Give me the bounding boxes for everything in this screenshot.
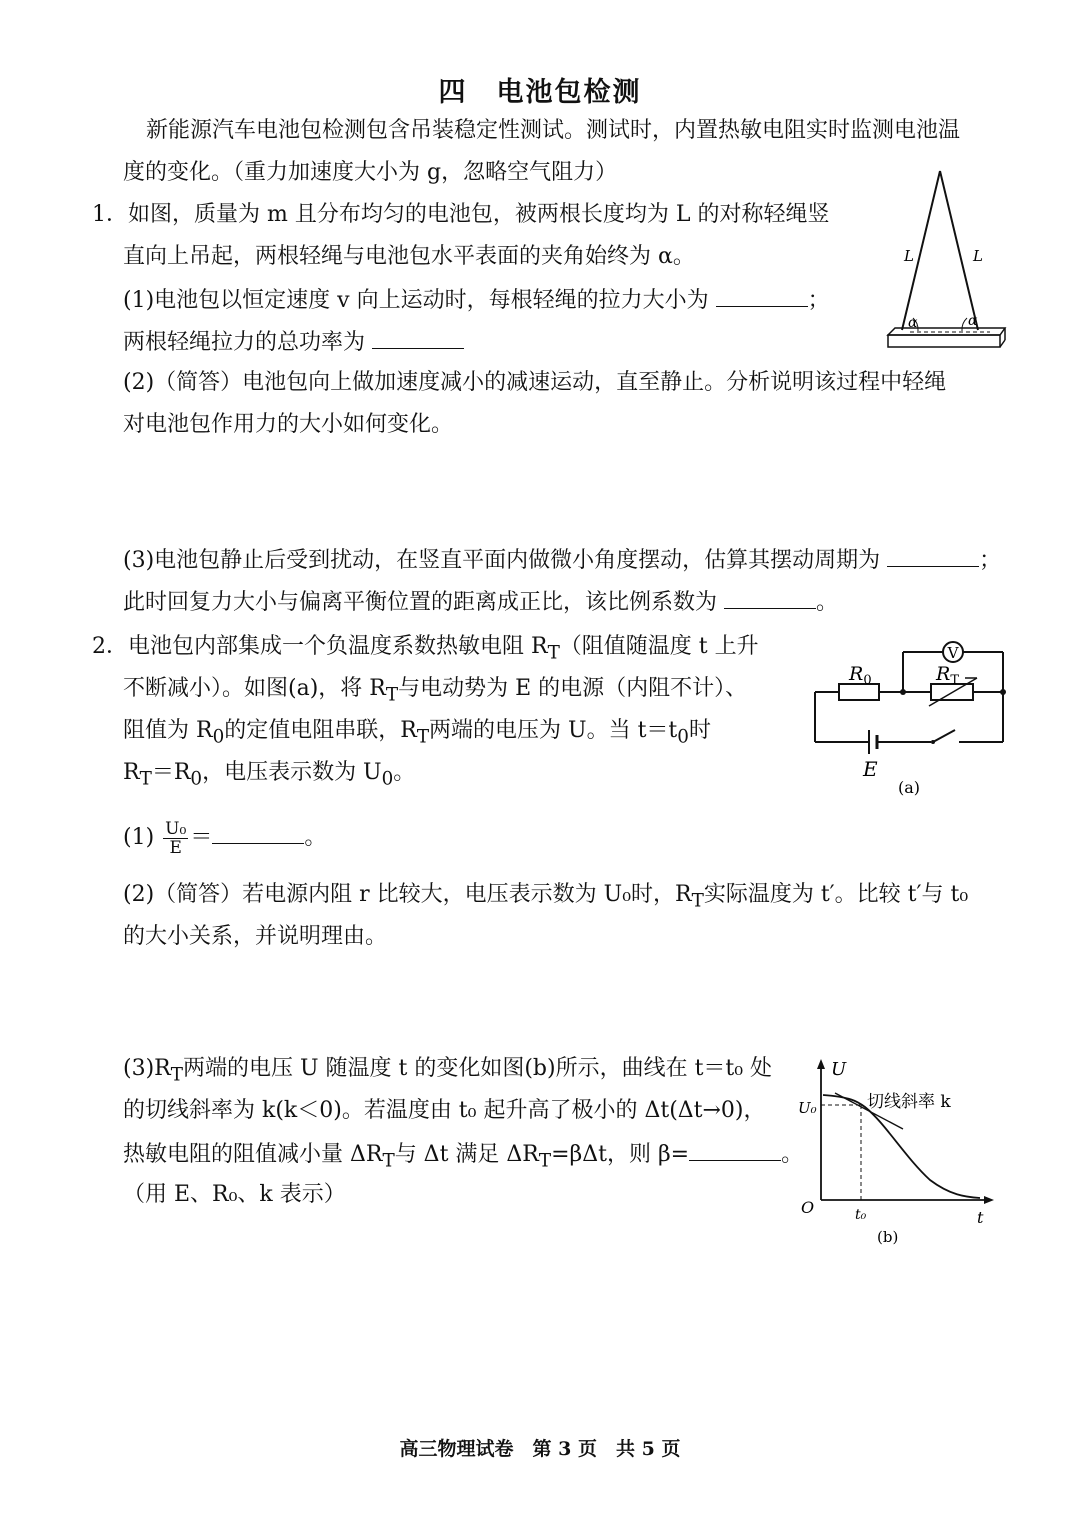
q2-part1-equals: ＝ xyxy=(190,825,213,850)
q2-figure-a-label-r0: $R_0$ xyxy=(849,663,872,688)
intro-line-2: 度的变化。（重力加速度大小为 g，忽略空气阻力） xyxy=(123,160,618,185)
q2-stem-3-sub0: 0 xyxy=(212,726,225,748)
q2-stem-4-sub0b: 0 xyxy=(381,768,394,790)
q2-figure-b-label-t: t xyxy=(977,1208,984,1227)
q2-stem-4-text: R xyxy=(123,760,140,785)
q1-figure-label-alpha-left: α xyxy=(908,315,918,331)
q2-part1 xyxy=(123,818,326,858)
q1-figure-suspension xyxy=(880,165,1020,360)
q1-part1-line1 xyxy=(123,284,830,316)
q2-stem-2-sub: T xyxy=(385,684,399,706)
q1-part2-line2: 对电池包作用力的大小如何变化。 xyxy=(123,412,454,437)
q2-figure-a-label-v: V xyxy=(947,644,959,662)
q1-stem-2: 直向上吊起，两根轻绳与电池包水平表面的夹角始终为 α。 xyxy=(123,244,695,269)
q2-part2-text-b: 实际温度为 t′。比较 t′与 t₀ xyxy=(703,882,969,907)
q2-stem-2-text: 不断减小）。如图(a)，将 R xyxy=(123,676,386,701)
q2-part3c-subT: T xyxy=(382,1150,395,1172)
q2-figure-b-graph xyxy=(795,1055,995,1250)
q2-figure-a-label-rt: $R_T$ xyxy=(936,663,959,688)
q2-part3-line4: （用 E、R₀、k 表示） xyxy=(123,1182,346,1207)
q2-stem-3-text: 阻值为 R xyxy=(123,718,213,743)
q2-stem-3-text-c: 两端的电压为 U。当 t＝t xyxy=(429,718,678,743)
q2-stem-3-text-b: 的定值电阻串联，R xyxy=(224,718,417,743)
q1-part1-line2 xyxy=(123,326,464,358)
q2-stem-4-subT: T xyxy=(139,768,152,790)
q2-part3c-subT2: T xyxy=(538,1150,552,1172)
q2-part3-text: (3)R xyxy=(123,1056,171,1081)
q2-stem-1 xyxy=(92,632,759,668)
q2-figure-a-circuit xyxy=(805,630,1015,805)
q2-figure-b-label-t0: t₀ xyxy=(855,1207,867,1223)
q2-stem-3-sub0b: 0 xyxy=(677,726,689,748)
q2-part2-text: (2)（简答）若电源内阻 r 比较大，电压表示数为 U₀时，R xyxy=(123,882,692,907)
q2-part3-blank-beta[interactable] xyxy=(689,1138,781,1161)
q1-part3b-text: 此时回复力大小与偏离平衡位置的距离成正比，该比例系数为 xyxy=(123,590,718,615)
q1-part3-text: (3)电池包静止后受到扰动，在竖直平面内做微小角度摆动，估算其摆动周期为 xyxy=(123,548,881,573)
q2-stem-2 xyxy=(123,674,747,710)
q2-part1-blank-ratio[interactable] xyxy=(212,821,304,844)
q1-part1-blank-power[interactable] xyxy=(372,326,464,349)
q2-part3c-end: 。 xyxy=(781,1142,804,1167)
q2-part1-end: 。 xyxy=(304,825,327,850)
q1-figure-label-L-left: L xyxy=(904,247,914,265)
q2-part3-line2: 的切线斜率为 k(k＜0)。若温度由 t₀ 起升高了极小的 Δt(Δt→0)， xyxy=(123,1098,766,1123)
q1-figure-label-alpha-right: α xyxy=(968,313,978,329)
q1-part3-line2 xyxy=(123,586,838,618)
q1-part3-blank-period[interactable] xyxy=(887,544,979,567)
q1-part1-blank-tension[interactable] xyxy=(716,284,808,307)
q1-part3-blank-coefficient[interactable] xyxy=(724,586,816,609)
q2-stem-4-text-d: 。 xyxy=(393,760,416,785)
q2-stem-4-text-c: ，电压表示数为 U xyxy=(202,760,382,785)
q2-figure-a-caption: (a) xyxy=(898,778,921,797)
q2-stem-4-text-b: ＝R xyxy=(151,760,191,785)
q2-stem-4 xyxy=(123,758,415,794)
section-title: 四 电池包检测 xyxy=(438,77,642,108)
q2-stem-3-subT: T xyxy=(416,726,430,748)
q2-part3c-text-c: =βΔt，则 β= xyxy=(551,1142,690,1167)
q2-stem-4-sub0: 0 xyxy=(190,768,203,790)
q2-part3-line3 xyxy=(123,1138,803,1176)
q2-figure-a-label-e: E xyxy=(863,757,878,781)
q2-figure-b-label-u0: U₀ xyxy=(798,1099,817,1117)
q1-part1-text: (1)电池包以恒定速度 v 向上运动时，每根轻绳的拉力大小为 xyxy=(123,288,709,313)
q2-part3-text-b: 两端的电压 U 随温度 t 的变化如图(b)所示，曲线在 t＝t₀ 处 xyxy=(182,1056,773,1081)
q2-part1-numerator: U₀ xyxy=(165,818,187,839)
intro-line-1: 新能源汽车电池包检测包含吊装稳定性测试。测试时，内置热敏电阻实时监测电池温 xyxy=(146,118,961,143)
q2-part2-subT: T xyxy=(691,890,704,912)
q1-part1-sep: ； xyxy=(807,288,830,313)
q2-part1-denominator: E xyxy=(169,837,182,858)
q2-stem-1-text-b: （阻值随温度 t 上升 xyxy=(559,634,759,659)
q2-part3-line1 xyxy=(123,1054,772,1090)
q1-part1b-text: 两根轻绳拉力的总功率为 xyxy=(123,330,366,355)
q2-figure-b-label-origin: O xyxy=(801,1198,815,1217)
q1-stem-1: 1．如图，质量为 m 且分布均匀的电池包，被两根长度均为 L 的对称轻绳竖 xyxy=(92,202,830,227)
q2-figure-b-caption: (b) xyxy=(877,1228,899,1246)
q2-stem-3-text-d: 时 xyxy=(688,718,711,743)
q2-figure-a-switch xyxy=(933,730,955,742)
q2-part1-label: (1) xyxy=(123,825,155,850)
q1-part3-sep: ； xyxy=(979,548,1002,573)
q2-part3c-text-b: 与 Δt 满足 ΔR xyxy=(394,1142,539,1167)
q2-figure-b-label-tangent: 切线斜率 k xyxy=(867,1092,951,1112)
q2-part3-subT: T xyxy=(170,1064,183,1086)
q2-part2-line1 xyxy=(123,880,968,916)
q2-part1-fraction xyxy=(163,820,188,857)
q2-figure-b-label-u: U xyxy=(831,1059,847,1080)
q2-part2-line2: 的大小关系，并说明理由。 xyxy=(123,924,388,949)
q1-part2-line1: (2)（简答）电池包向上做加速度减小的减速运动，直至静止。分析说明该过程中轻绳 xyxy=(123,370,947,395)
q2-figure-a-resistor-r0 xyxy=(839,684,879,700)
q2-stem-2-text-b: 与电动势为 E 的电源（内阻不计）、 xyxy=(398,676,748,701)
q1-part3-line1 xyxy=(123,544,1001,576)
q2-stem-1-text: 2．电池包内部集成一个负温度系数热敏电阻 R xyxy=(92,634,548,659)
q2-part3c-text: 热敏电阻的阻值减小量 ΔR xyxy=(123,1142,383,1167)
q1-figure-label-L-right: L xyxy=(973,247,983,265)
q2-stem-3 xyxy=(123,716,711,752)
q1-part3b-end: 。 xyxy=(816,590,839,615)
page-footer: 高三物理试卷 第 3 页 共 5 页 xyxy=(399,1438,681,1460)
q2-stem-1-sub: T xyxy=(547,642,560,664)
